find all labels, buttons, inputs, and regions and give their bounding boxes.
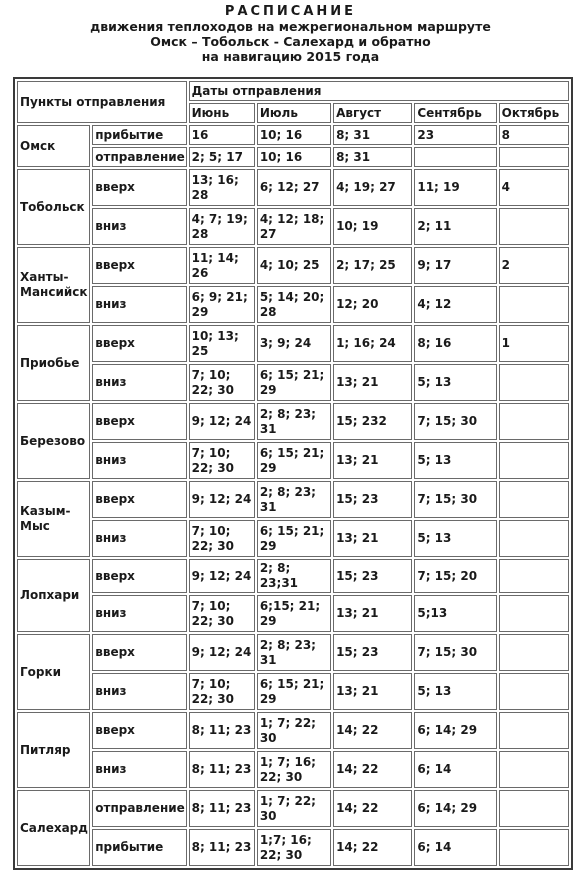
direction-cell: вверх xyxy=(92,712,186,749)
date-cell: 10; 16 xyxy=(257,125,331,145)
date-cell: 13; 21 xyxy=(333,673,412,710)
date-cell xyxy=(499,559,569,593)
date-cell: 1; 7; 22; 30 xyxy=(257,712,331,749)
date-cell xyxy=(499,595,569,632)
schedule-row xyxy=(17,634,569,671)
month-header: Октябрь xyxy=(499,103,569,123)
direction-cell: вверх xyxy=(92,481,186,518)
date-cell xyxy=(499,751,569,788)
date-cell: 14; 22 xyxy=(333,751,412,788)
date-cell: 8; 16 xyxy=(414,325,496,362)
schedule-row xyxy=(17,790,569,827)
date-cell: 10; 16 xyxy=(257,147,331,167)
month-header: Август xyxy=(333,103,412,123)
schedule-row xyxy=(17,481,569,518)
schedule-row xyxy=(17,403,569,440)
station-name: Омск xyxy=(17,125,90,167)
date-cell: 8; 11; 23 xyxy=(189,712,255,749)
schedule-table xyxy=(13,77,573,870)
date-cell: 15; 23 xyxy=(333,559,412,593)
station-name: Горки xyxy=(17,634,90,710)
date-cell: 5; 13 xyxy=(414,442,496,479)
direction-cell: отправление xyxy=(92,147,186,167)
date-cell: 7; 10; 22; 30 xyxy=(189,673,255,710)
date-cell: 4; 10; 25 xyxy=(257,247,331,284)
document-title: РАСПИСАНИЕ xyxy=(224,4,357,19)
direction-cell: вверх xyxy=(92,403,186,440)
date-cell: 10; 19 xyxy=(333,208,412,245)
schedule-row xyxy=(17,169,569,206)
date-cell: 15; 232 xyxy=(333,403,412,440)
date-cell: 5; 13 xyxy=(414,520,496,557)
date-cell xyxy=(499,364,569,401)
date-cell xyxy=(499,403,569,440)
date-cell: 6; 15; 21; 29 xyxy=(257,442,331,479)
date-cell: 7; 15; 20 xyxy=(414,559,496,593)
date-cell: 6; 14 xyxy=(414,751,496,788)
direction-cell: вниз xyxy=(92,751,186,788)
station-name: Салехард xyxy=(17,790,90,866)
direction-cell: вверх xyxy=(92,634,186,671)
date-cell xyxy=(499,634,569,671)
date-cell: 8; 31 xyxy=(333,125,412,145)
date-cell xyxy=(499,147,569,167)
schedule-row xyxy=(17,208,569,245)
date-cell: 7; 15; 30 xyxy=(414,481,496,518)
date-cell: 5; 13 xyxy=(414,364,496,401)
date-cell xyxy=(499,673,569,710)
date-cell: 5;13 xyxy=(414,595,496,632)
direction-cell: вверх xyxy=(92,559,186,593)
direction-cell: вниз xyxy=(92,208,186,245)
date-cell: 7; 15; 30 xyxy=(414,634,496,671)
date-cell: 14; 22 xyxy=(333,829,412,866)
header-line-3: на навигацию 2015 года xyxy=(201,49,380,64)
date-cell: 7; 10; 22; 30 xyxy=(189,364,255,401)
date-cell: 1; 16; 24 xyxy=(333,325,412,362)
header-line-2: Омск – Тобольск - Салехард и обратно xyxy=(150,34,431,49)
date-cell: 6; 15; 21; 29 xyxy=(257,520,331,557)
dates-header: Даты отправления xyxy=(189,81,569,101)
station-name: Питляр xyxy=(17,712,90,788)
date-cell: 15; 23 xyxy=(333,634,412,671)
date-cell: 10; 13; 25 xyxy=(189,325,255,362)
date-cell xyxy=(499,712,569,749)
date-cell: 6;15; 21; 29 xyxy=(257,595,331,632)
date-cell: 5; 13 xyxy=(414,673,496,710)
schedule-row xyxy=(17,520,569,557)
date-cell: 7; 15; 30 xyxy=(414,403,496,440)
schedule-row xyxy=(17,247,569,284)
date-cell: 6; 12; 27 xyxy=(257,169,331,206)
header-line-1: движения теплоходов на межрегиональном маршруте xyxy=(90,19,491,34)
date-cell: 14; 22 xyxy=(333,790,412,827)
date-cell: 4; 12 xyxy=(414,286,496,323)
date-cell: 6; 14 xyxy=(414,829,496,866)
date-cell: 11; 14; 26 xyxy=(189,247,255,284)
date-cell xyxy=(499,208,569,245)
date-cell: 8; 11; 23 xyxy=(189,829,255,866)
schedule-row xyxy=(17,751,569,788)
station-name: Тобольск xyxy=(17,169,90,245)
schedule-row xyxy=(17,673,569,710)
date-cell: 2; 8; 23; 31 xyxy=(257,403,331,440)
schedule-row xyxy=(17,829,569,866)
schedule-row xyxy=(17,325,569,362)
date-cell: 23 xyxy=(414,125,496,145)
month-header: Июнь xyxy=(189,103,255,123)
direction-cell: прибытие xyxy=(92,829,186,866)
date-cell: 8; 31 xyxy=(333,147,412,167)
date-cell: 9; 12; 24 xyxy=(189,559,255,593)
schedule-row xyxy=(17,364,569,401)
date-cell: 13; 21 xyxy=(333,442,412,479)
date-cell: 2; 8; 23;31 xyxy=(257,559,331,593)
month-header: Сентябрь xyxy=(414,103,496,123)
date-cell xyxy=(499,829,569,866)
date-cell: 8 xyxy=(499,125,569,145)
date-cell: 16 xyxy=(189,125,255,145)
date-cell: 13; 21 xyxy=(333,520,412,557)
date-cell: 7; 10; 22; 30 xyxy=(189,442,255,479)
direction-cell: вниз xyxy=(92,595,186,632)
date-cell: 13; 21 xyxy=(333,595,412,632)
direction-cell: вниз xyxy=(92,442,186,479)
date-cell xyxy=(499,790,569,827)
date-cell: 15; 23 xyxy=(333,481,412,518)
date-cell xyxy=(499,520,569,557)
direction-cell: вниз xyxy=(92,673,186,710)
station-name: Ханты-Мансийск xyxy=(17,247,90,323)
direction-cell: прибытие xyxy=(92,125,186,145)
points-header: Пункты отправления xyxy=(17,81,187,123)
date-cell: 9; 12; 24 xyxy=(189,481,255,518)
date-cell: 4; 7; 19; 28 xyxy=(189,208,255,245)
date-cell: 1; 7; 22; 30 xyxy=(257,790,331,827)
date-cell: 2; 11 xyxy=(414,208,496,245)
month-header: Июль xyxy=(257,103,331,123)
date-cell: 8; 11; 23 xyxy=(189,751,255,788)
date-cell: 2; 5; 17 xyxy=(189,147,255,167)
date-cell: 12; 20 xyxy=(333,286,412,323)
date-cell: 2; 17; 25 xyxy=(333,247,412,284)
date-cell xyxy=(499,442,569,479)
date-cell: 9; 17 xyxy=(414,247,496,284)
date-cell: 4 xyxy=(499,169,569,206)
date-cell: 6; 14; 29 xyxy=(414,712,496,749)
schedule-row xyxy=(17,595,569,632)
station-name: Приобье xyxy=(17,325,90,401)
date-cell xyxy=(499,481,569,518)
date-cell xyxy=(499,286,569,323)
station-name: Лопхари xyxy=(17,559,90,632)
direction-cell: вверх xyxy=(92,247,186,284)
date-cell: 2 xyxy=(499,247,569,284)
date-cell: 5; 14; 20; 28 xyxy=(257,286,331,323)
date-cell: 4; 19; 27 xyxy=(333,169,412,206)
direction-cell: отправление xyxy=(92,790,186,827)
date-cell: 7; 10; 22; 30 xyxy=(189,520,255,557)
date-cell: 7; 10; 22; 30 xyxy=(189,595,255,632)
date-cell: 6; 9; 21; 29 xyxy=(189,286,255,323)
date-cell: 13; 21 xyxy=(333,364,412,401)
schedule-row xyxy=(17,712,569,749)
date-cell: 1 xyxy=(499,325,569,362)
station-name: Казым-Мыс xyxy=(17,481,90,557)
date-cell: 3; 9; 24 xyxy=(257,325,331,362)
date-cell: 2; 8; 23; 31 xyxy=(257,481,331,518)
date-cell: 8; 11; 23 xyxy=(189,790,255,827)
date-cell: 6; 14; 29 xyxy=(414,790,496,827)
date-cell: 2; 8; 23; 31 xyxy=(257,634,331,671)
direction-cell: вниз xyxy=(92,520,186,557)
station-name: Березово xyxy=(17,403,90,479)
date-cell: 14; 22 xyxy=(333,712,412,749)
schedule-row xyxy=(17,125,569,145)
document-header xyxy=(0,0,581,66)
date-cell: 1; 7; 16; 22; 30 xyxy=(257,751,331,788)
date-cell: 11; 19 xyxy=(414,169,496,206)
date-cell: 6; 15; 21; 29 xyxy=(257,673,331,710)
schedule-row xyxy=(17,442,569,479)
date-cell: 6; 15; 21; 29 xyxy=(257,364,331,401)
schedule-row xyxy=(17,559,569,593)
direction-cell: вниз xyxy=(92,286,186,323)
date-cell: 4; 12; 18; 27 xyxy=(257,208,331,245)
schedule-row xyxy=(17,286,569,323)
direction-cell: вверх xyxy=(92,169,186,206)
date-cell: 9; 12; 24 xyxy=(189,403,255,440)
direction-cell: вверх xyxy=(92,325,186,362)
date-cell: 1;7; 16; 22; 30 xyxy=(257,829,331,866)
schedule-row xyxy=(17,147,569,167)
date-cell xyxy=(414,147,496,167)
date-cell: 9; 12; 24 xyxy=(189,634,255,671)
direction-cell: вниз xyxy=(92,364,186,401)
date-cell: 13; 16; 28 xyxy=(189,169,255,206)
